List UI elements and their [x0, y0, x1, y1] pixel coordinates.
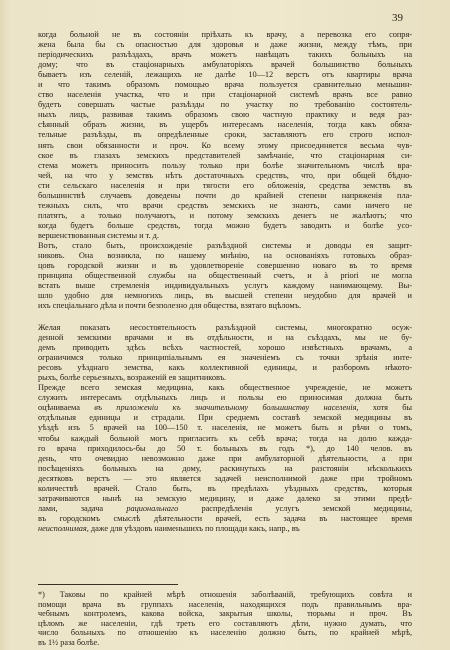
- text-run: хотя бы: [358, 403, 412, 413]
- text-line: дому; что въ стаціонарныхъ амбулаторіяхъ врачей большинство больныхъ: [38, 60, 412, 70]
- text-line: цѣломъ же населеніи, гдѣ треть его составляютъ дѣти, нужно думать, что: [38, 618, 412, 628]
- text-run: распредѣленія услугъ земской медицины,: [178, 503, 412, 513]
- text-line: никовъ. Она возникла, по нашему мнѣнію, на основаніяхъ готовыхъ образ-: [38, 251, 412, 261]
- text-line: сѣянный образъ жизни, въ ущербъ интересамъ населенія, тогда какъ обяза-: [38, 120, 412, 130]
- text-line: періодическихъ разъѣздахъ, врачъ можетъ навѣщать такихъ больныхъ на: [38, 50, 412, 60]
- text-line: будетъ совершать частые разъѣзды по участку по требованію состоятель-: [38, 100, 412, 110]
- paragraph-3: [38, 323, 412, 383]
- text-line: чтобы каждый больной могъ пригласить къ себѣ врача; тогда на долю кажда-: [38, 433, 412, 443]
- text-line: Прежде всего земская медицина, какъ общественное учрежденіе, не можетъ: [38, 383, 412, 393]
- text-line: ство населенія участка, что и при стаціонарной системѣ врачъ все равно: [38, 90, 412, 100]
- text-line: въ городскомъ смыслѣ дѣятельности врачей, есть задача въ настоящее время: [38, 513, 412, 523]
- text-line: нять свои обязанности и проч. Ко всему этому присоединяется весьма чув-: [38, 140, 412, 150]
- text-line: Вотъ, стало быть, происхожденіе разъѣздной системы и доводы ея защит-: [38, 240, 412, 250]
- text-line: стема можетъ приносить пользу только при болѣе значительномъ числѣ вра-: [38, 160, 412, 170]
- text-line: принципа общественной службы на общественный счетъ, и à priori не могла: [38, 271, 412, 281]
- emphasis-text: въ приложеніи къ значительному большинству населенія,: [94, 403, 359, 413]
- text-run: оцѣниваема: [38, 403, 95, 413]
- text-line: день, что очевидно невозможно даже при амбулаторной дѣятельности, а при: [38, 453, 412, 463]
- text-run: даже для уѣздовъ наименьшихъ по площади какъ, напр., въ: [88, 523, 300, 533]
- text-line: чебнымъ контролемъ, какова войска, закрытыя школы, тюрьмы и проч. Въ: [38, 609, 412, 619]
- text-line: вершенствованныя системы и т. д.: [38, 230, 159, 240]
- text-line: го врача приходилось-бы до 50 т. больныхъ въ годъ *), до 140 челов. въ: [38, 443, 412, 453]
- text-line: ограничимся только принципіальнымъ ея значеніемъ съ точки зрѣнія инте-: [38, 353, 412, 363]
- main-text-upper: [38, 30, 412, 311]
- text-line: ихъ спеціальнаго дѣла и почти безполезно для общества, взятаго вцѣломъ.: [38, 301, 301, 311]
- text-line: ское въ глазахъ земскихъ представителей замѣчаніе, что стаціонарная си-: [38, 150, 412, 160]
- text-line: ныхъ лицъ, развивая такимъ образомъ свою частную практику и ведя раз-: [38, 110, 412, 120]
- text-line: тежныхъ силъ, что врачи средствъ земскихъ не знаютъ, сами ничего не: [38, 200, 412, 210]
- main-text-lower: [38, 323, 412, 534]
- text-line: когда будетъ больше средствъ, тогда можно будетъ заводить и болѣе усо-: [38, 220, 412, 230]
- emphasis-text: рациональнаго: [126, 503, 179, 513]
- text-line: цовъ городской жизни и въ удовлетвореніе совершенно новаго въ то время: [38, 261, 412, 271]
- text-line: отдѣльныя единицы и страдали. При среднемъ составѣ земской медицины въ: [38, 413, 412, 423]
- text-line: жена была бы съ опасностью для здоровья и даже жизни, между тѣмъ, при: [38, 40, 412, 50]
- text-line: рыхъ, болѣе серьезныхъ, возраженій ея защитниковъ.: [38, 373, 227, 383]
- text-line: помощи врача въ группахъ населенія, находящихся подъ правильнымъ вра-: [38, 599, 412, 609]
- text-line: большинствѣ случаевъ доведены почти до крайней степени напряженія пла-: [38, 190, 412, 200]
- text-line: служить интересамъ отдѣльныхъ лицъ и пользы ею приносимая должна быть: [38, 393, 412, 403]
- text-line: сти сельскаго населенія и при тягости его обложенія, средства земствъ въ: [38, 180, 412, 190]
- text-line: чей, на что у земствъ нѣтъ достаточныхъ средствъ, что, при общей бѣдно-: [38, 170, 412, 180]
- page-number: 39: [392, 12, 403, 24]
- text-line: бываетъ изъ селеній, лежащихъ не далѣе 10—12 верстъ отъ квартиры врача: [38, 70, 412, 80]
- text-line: число больныхъ по отношенію къ населенію должно быть, по крайней мѣрѣ,: [38, 628, 412, 638]
- text-line: посѣщеніяхъ больныхъ на дому, раскинутыхъ на разстояніи нѣсколькихъ: [38, 463, 412, 473]
- text-line: ресовъ уѣзднаго земства, какъ коллективной единицы, и разборомъ нѣкото-: [38, 363, 412, 373]
- paragraph-4: [38, 383, 412, 534]
- text-line: десятковъ верстъ — это является задачей неисполнимой даже при тройномъ: [38, 473, 412, 483]
- text-line: платятъ, а только получаютъ, и потому земскихъ денегъ не жалѣютъ; что: [38, 210, 412, 220]
- text-line: затрачиваются нынѣ на земскую медицину, и даже далеко за этими предѣ-: [38, 493, 412, 503]
- footnote: [38, 590, 412, 648]
- emphasis-text: неисполнимая,: [38, 523, 89, 533]
- paragraph-1: [38, 30, 412, 241]
- paragraph-2: [38, 241, 412, 311]
- text-line: [38, 504, 412, 514]
- text-line: демъ приводить здѣсь всѣхъ частностей, хорошо извѣстныхъ врачамъ, а: [38, 343, 412, 353]
- text-run: лами, задача: [38, 503, 127, 513]
- text-line: [38, 403, 412, 413]
- text-line: тельные разъѣзды, въ опредѣленные сроки, заставляютъ его строго испол-: [38, 130, 412, 140]
- footnote-divider: [38, 584, 178, 585]
- text-line: встать выше стремленія индивидуальныхъ услугъ каждому нанимающему. Вы-: [38, 281, 412, 291]
- text-line: уѣздѣ изъ 5 врачей на 100—150 т. населенія, не можетъ быть и рѣчи о томъ,: [38, 423, 412, 433]
- text-line: въ 1½ раза болѣе.: [38, 637, 100, 647]
- text-line: шло удобно для немногихъ лицъ, въ высшей степени неудобно для врачей и: [38, 291, 412, 301]
- text-line: денной земскими врачами и въ отдѣльности, и на съѣздахъ, мы не бу-: [38, 333, 412, 343]
- text-line: когда больной не въ состояніи пріѣхать къ врачу, а перевозка его сопря-: [38, 30, 412, 39]
- text-line: и что такимъ образомъ помощью врача пользуется сравнительно меньшин-: [38, 80, 412, 90]
- text-line: Желая показать несостоятельность разъѣздной системы, многократно осуж-: [38, 323, 412, 332]
- text-line: *) Таковы по крайней мѣрѣ отношенія заболѣваній, требующихъ совѣта и: [38, 590, 412, 599]
- text-line: [38, 524, 412, 534]
- text-line: количествѣ врачей. Стало быть, въ предѣлахъ уѣздныхъ средствъ, которыя: [38, 483, 412, 493]
